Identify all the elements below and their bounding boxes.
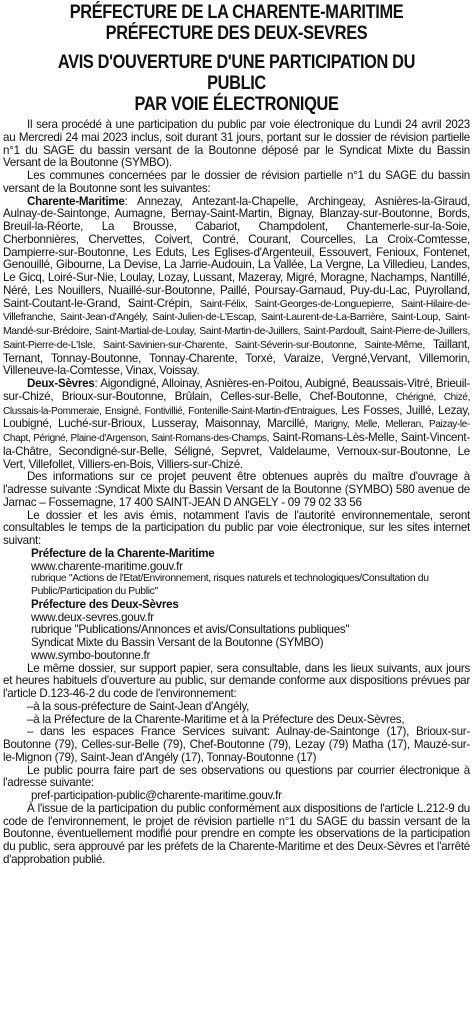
cm-prefecture-title: Préfecture de la Charente-Maritime bbox=[31, 546, 215, 560]
deux-sevres-communes bbox=[3, 378, 470, 471]
cm-prefecture-rubrique: rubrique "Actions de l'Etat/Environnement, risques naturels et technologiques/Consultation du Public/Participation du Public" bbox=[31, 573, 429, 597]
deux-sevres-list-part4: Marigny, Melle, Melleran, Paizay-le-Chapt, Périgné, Plaine-d'Argenson, Saint-Romans-des-Champs, bbox=[3, 419, 470, 444]
location-sous-prefecture: –à la sous-préfecture de Saint-Jean d'Angély, bbox=[27, 699, 250, 713]
conclusion-paragraph: À l'issue de la participation du public conformément aux dispositions de l'article L.212-9 du code de l'environnement, le projet de révision partielle n°1 du SAGE du bassin versant de la Boutonne, éventuellement modifié pour prendre en compte les observations de la participation du public, sera approuvé par les préfets de la Charente-Maritime et des Deux-Sèvres et l'arrêté d'approbation publié. bbox=[3, 801, 470, 866]
intro-paragraph: Il sera procédé à une participation du public par voie électronique du Lundi 24 avril 2023 au Mercredi 24 mai 2023 inclus, soit durant 31 jours, portant sur le dossier de révision partielle n°1 du SAGE du bassin versant de la Boutonne déposé par le Syndicat Mixte du Bassin Versant de la Boutonne (SYMBO). bbox=[3, 118, 470, 170]
notice-title bbox=[36, 52, 438, 115]
information-paragraph: Des informations sur ce projet peuvent être obtenues auprès du maître d'ouvrage à l'adresse suivante :Syndicat Mixte du Bassin Versant de la Boutonne (SYMBO) 580 avenue de Jarnac – Fossemagne, 17 400 SAINT-JEAN D ANGELY - 09 79 02 33 56 bbox=[3, 470, 470, 509]
location-prefectures: –à la Préfecture de la Charente-Maritime et à la Préfecture des Deux-Sèvres, bbox=[27, 712, 405, 726]
charente-maritime-list-part2: Saint-Félix, Saint-Georges-de-Longuepierre, Saint-Hilaire-de-Villefranche, Saint-Jean-d'Angély, Saint-Julien-de-L'Escap, Saint-Laurent-de-La-Barrière, Saint-Loup, Saint-Mandé-sur-Brédoire, Saint-Martial-de-Loulay, Saint-Martin-de-Juillers, Saint-Pardoult, Saint-Pierre-de-Juillers, Saint-Pierre-de-L'Isle, Saint-Savinien-sur-Charente, Saint-Séverin-sur-Boutonne, Sainte-Même, bbox=[3, 298, 470, 351]
notice-title-line1: AVIS D'OUVERTURE D'UNE PARTICIPATION DU PUBLIC bbox=[57, 52, 416, 94]
notice-title-line2: PAR VOIE ÉLECTRONIQUE bbox=[134, 94, 339, 115]
charente-maritime-list-part1: : Annezay, Antezant-la-Chapelle, Archingeay, Asnières-la-Giraud, Aulnay-de-Saintonge, Aumagne, Bernay-Saint-Martin, Bignay, Blanzay-sur-Boutonne, Bords, Breuil-la-Réorte, La Brousse, Cabariot, Champdolent, Chantemerle-sur-la-Soie, Cherbonnières, Chervettes, Coivert, Contré, Courant, Courcelles, La Croix-Comtesse, Dampierre-sur-Boutonne, Les Eduts, Les Eglises-d'Argenteuil, Essouvert, Fenioux, Fontenet, Genouillé, Gibourne, La Devise, La Jarrie-Audouin, La Vallée, La Vergne, La Villedieu, Landes, Le Gicq, Loiré-Sur-Nie, Loulay, Lozay, Lussant, Mazeray, Migré, Moragne, Nachamps, Nantillé, Néré, Les Nouillers, Nuaillé-sur-Boutonne, Paillé, Poursay-Garnaud, Puy-du-Lac, Puyrolland, Saint-Coutant-le-Grand, Saint-Crépin, bbox=[3, 194, 470, 310]
deux-sevres-label: Deux-Sèvres bbox=[27, 377, 95, 390]
symbo-url: www.symbo-boutonne.fr bbox=[31, 648, 151, 662]
ds-prefecture-url: www.deux-sevres.gouv.fr bbox=[31, 610, 154, 624]
observations-paragraph: Le public pourra faire part de ses observations ou questions par courrier électronique à l'adresse suivante: bbox=[3, 763, 470, 790]
charente-maritime-list-part3: Taillant, Ternant, Tonnay-Boutonne, Tonnay-Charente, Torxé, Varaize, Vergné,Vervant, Villemorin, Villeneuve-la-Comtesse, Vinax, Voissay. bbox=[3, 337, 470, 378]
prefecture-charente-maritime-heading: PRÉFECTURE DE LA CHARENTE-MARITIME bbox=[69, 2, 404, 23]
deux-sevres-list-part3: Les Fosses, Juillé, Lezay, Loubigné, Luché-sur-Brioux, Lusseray, Maisonnay, Marcillé, bbox=[3, 403, 470, 431]
contact-email: pref-participation-public@charente-maritime.gouv.fr bbox=[31, 789, 282, 802]
location-france-services: – dans les espaces France Services suivant: Aulnay-de-Saintonge (17), Brioux-sur-Boutonne (79), Celles-sur-Belle (79), Chef-Boutonne (79), Lezay (79) Matha (17), Mauzé-sur-le-Mignon (79), Saint-Jean d'Angély (17), Tonnay-Boutonne (17) bbox=[3, 725, 470, 764]
notice-body bbox=[3, 119, 470, 867]
paper-dossier-paragraph: Le même dossier, sur support papier, sera consultable, dans les lieux suivants, aux jours et heures habituels d'ouverture au public, sur demande conforme aux dispositions prévues par l'article D.123-46-2 du code de l'environnement: bbox=[3, 661, 470, 700]
deux-sevres-list-part2: Chérigné, Chizé, Clussais-la-Pommeraie, Ensigné, Fontivillié, Fontenille-Saint-Martin-d'Entraigues, bbox=[3, 391, 470, 417]
deux-sevres-list-part5: Saint-Romans-Lès-Melle, Saint-Vincent-la-Châtre, Secondigné-sur-Belle, Séligné, Sepvret, Valdelaume, Vernoux-sur-Boutonne, Le Vert, Villefollet, Villiers-en-Bois, Villiers-sur-Chizé. bbox=[3, 431, 470, 471]
charente-maritime-label: Charente-Maritime bbox=[27, 194, 125, 208]
symbo-name: Syndicat Mixte du Bassin Versant de la Boutonne (SYMBO) bbox=[31, 636, 324, 649]
cm-prefecture-url: www.charente-maritime.gouv.fr bbox=[31, 559, 183, 573]
charente-maritime-communes bbox=[3, 196, 470, 379]
ds-prefecture-title: Préfecture des Deux-Sèvres bbox=[31, 597, 179, 611]
ds-prefecture-rubrique: rubrique "Publications/Annonces et avis/Consultations publiques" bbox=[31, 623, 350, 637]
consultation-paragraph: Le dossier et les avis émis, notamment l'avis de l'autorité environnementale, seront consultables le temps de la participation du public par voie électronique, sur les sites internet suivant: bbox=[3, 508, 470, 547]
deux-sevres-list-part1: : Aigondigné, Alloinay, Asnières-en-Poitou, Aubigné, Beaussais-Vitré, Brieuil-sur-Chizé, Brioux-sur-Boutonne, Brûlain, Celles-sur-Belle, Chef-Boutonne, bbox=[3, 377, 470, 403]
communes-intro-paragraph: Les communes concernées par le dossier de révision partielle n°1 du SAGE du bassin versant de la Boutonne sont les suivantes: bbox=[3, 169, 470, 195]
prefecture-deux-sevres-heading: PRÉFECTURE DES DEUX-SEVRES bbox=[105, 23, 368, 44]
